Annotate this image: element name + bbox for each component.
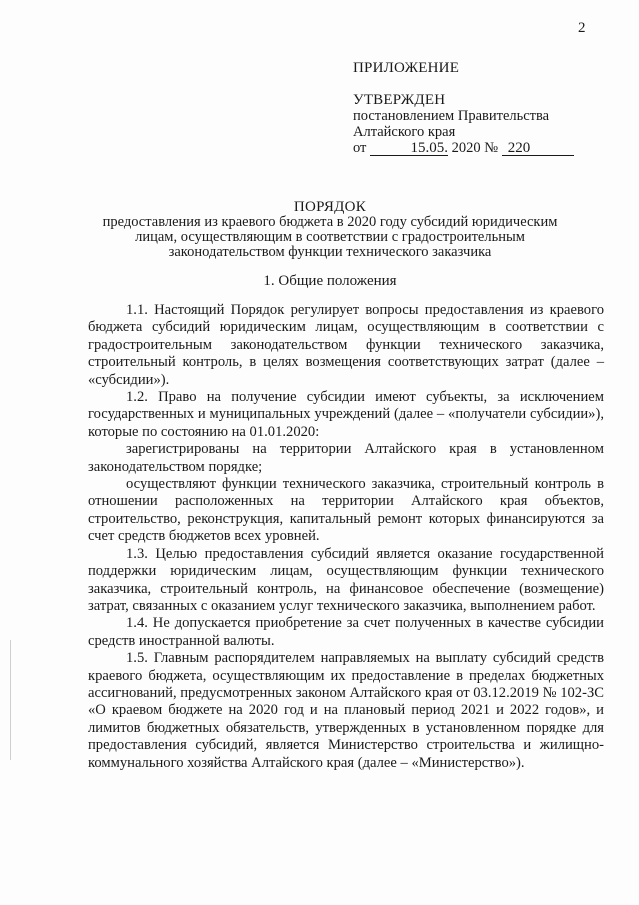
approved-label: УТВЕРЖДЕН bbox=[353, 92, 446, 108]
title-line-2: лицам, осуществляющим в соответствии с градостроительным bbox=[135, 229, 525, 245]
body-text bbox=[88, 302, 604, 772]
from-label: от bbox=[353, 140, 367, 156]
title-line-3: законодательством функции технического заказчика bbox=[168, 244, 492, 260]
title-line-1: предоставления из краевого бюджета в 2020 году субсидий юридическим bbox=[102, 214, 558, 230]
paragraph-1-3: 1.3. Целью предоставления субсидий является оказание государственной поддержки юридическим лицам, осуществляющим функции технического заказчика, строительный контроль, на финансовое обеспечение (возмещение) затрат, связанных с оказанием услуг технического заказчика, выполнением работ. bbox=[88, 545, 604, 614]
paragraph-1-4: 1.4. Не допускается приобретение за счет полученных в качестве субсидии средств иностранной валюты. bbox=[88, 615, 604, 649]
paragraph-1-1: 1.1. Настоящий Порядок регулирует вопросы предоставления из краевого бюджета субсидий юридическим лицам, осуществляющим в соответствии с градостроительным законодательством функции технического заказчика, строительный контроль, в целях возмещения соответствующих затрат (далее – «субсидии»). bbox=[88, 302, 604, 388]
paragraph-registered: зарегистрированы на территории Алтайского края в установленном законодательством порядке; bbox=[88, 441, 604, 475]
paragraph-functions: осуществляют функции технического заказчика, строительный контроль в отношении расположенных на территории Алтайского края объектов, строительство, реконструкция, капитальный ремонт которых финансируются за счет средств бюджетов всех уровней. bbox=[88, 476, 604, 545]
title-heading: ПОРЯДОК bbox=[293, 199, 367, 215]
approval-line-1: постановлением Правительства bbox=[353, 108, 550, 124]
approval-date-line bbox=[353, 140, 623, 156]
page-number: 2 bbox=[578, 20, 586, 36]
approval-year: 2020 bbox=[451, 140, 481, 156]
appendix-label: ПРИЛОЖЕНИЕ bbox=[353, 60, 460, 76]
paragraph-1-5: 1.5. Главным распорядителем направляемых на выплату субсидий средств краевого бюджета, осуществляющим их предоставление в пределах бюджетных ассигнований, предусмотренных законом Алтайского края от 03.12.2019 № 102-ЗС «О краевом бюджете на 2020 год и на плановый период 2021 и 2022 годов», и лимитов бюджетных обязательств, утвержденных в установленном порядке для предоставления субсидий, является Министерство строительства и жилищно-коммунального хозяйства Алтайского края (далее – «Министерство»). bbox=[88, 650, 604, 771]
number-sign: № bbox=[484, 140, 499, 156]
approval-number: 220 bbox=[502, 141, 574, 156]
document-title bbox=[60, 200, 600, 260]
approval-date: 15.05. bbox=[370, 141, 448, 156]
approval-block bbox=[353, 60, 623, 156]
scan-edge-mark bbox=[10, 640, 11, 760]
section-title: 1. Общие положения bbox=[263, 273, 397, 289]
approval-line-2: Алтайского края bbox=[353, 124, 456, 140]
paragraph-1-2: 1.2. Право на получение субсидии имеют субъекты, за исключением государственных и муниципальных учреждений (далее – «получатели субсидии»), которые по состоянию на 01.01.2020: bbox=[88, 389, 604, 440]
